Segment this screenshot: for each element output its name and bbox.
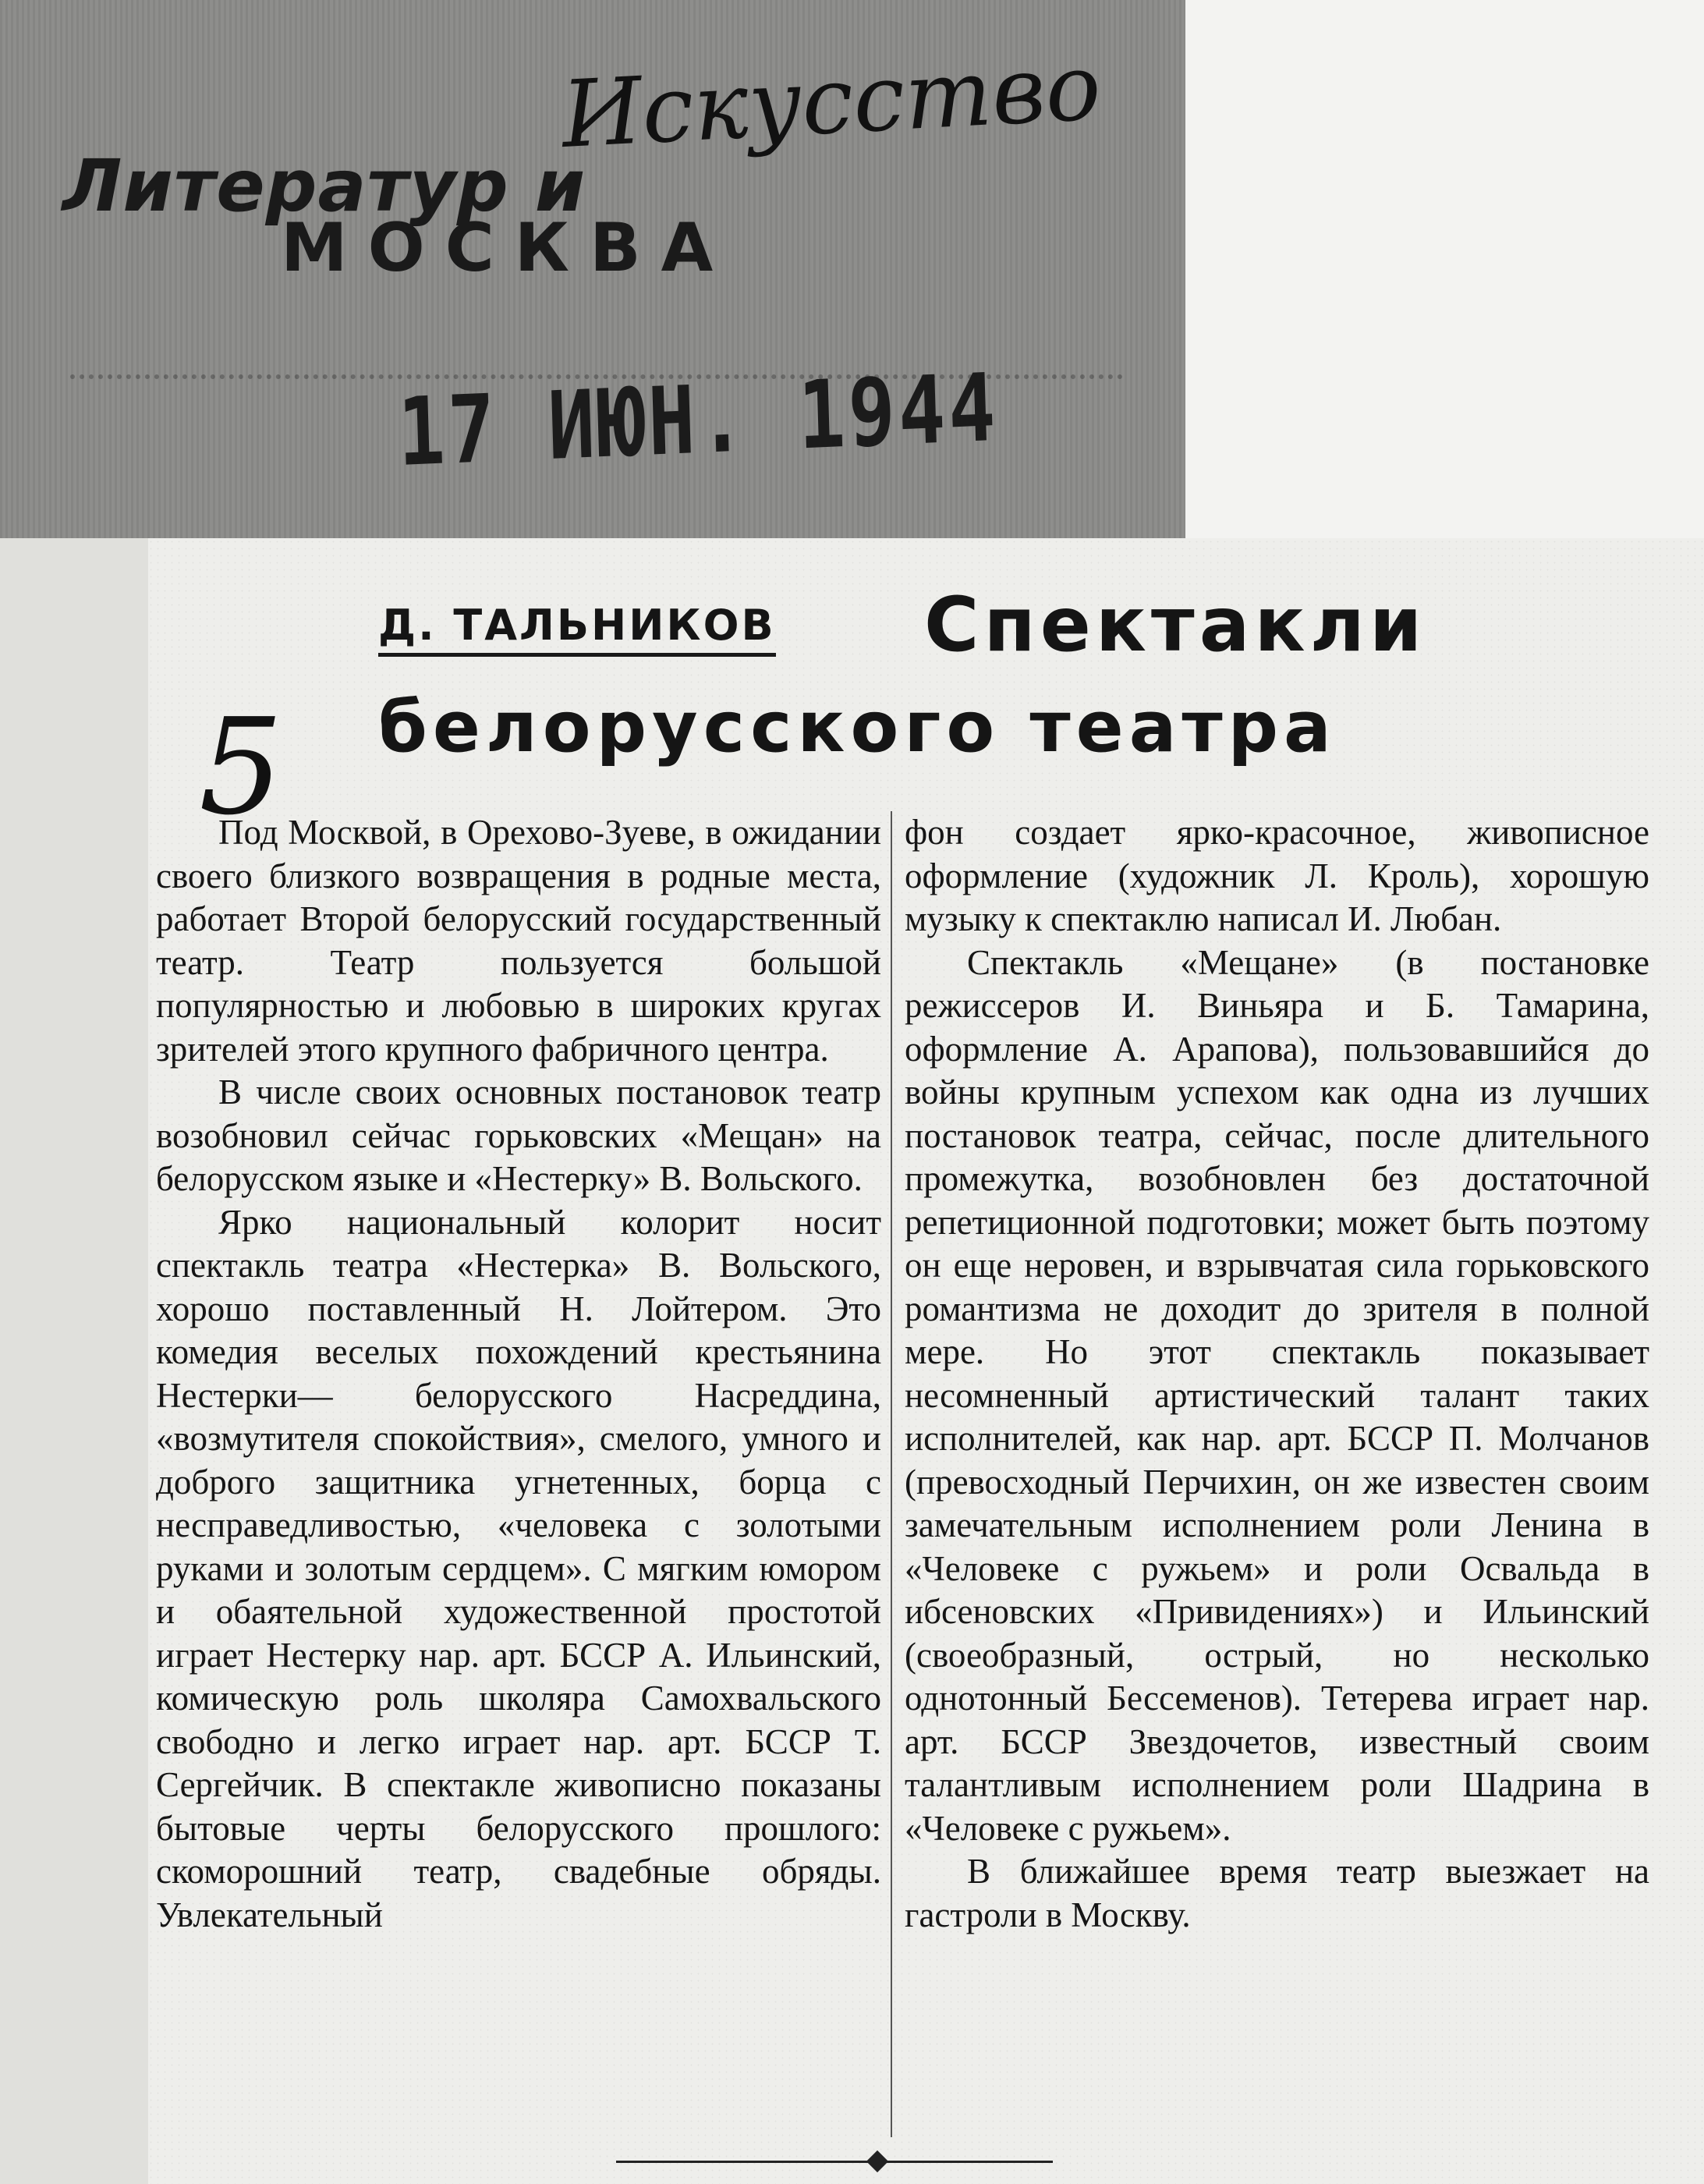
handwritten-page-number: 5 bbox=[199, 690, 284, 845]
article-right-column bbox=[905, 811, 1649, 1937]
handwritten-publication-note: Искусство bbox=[558, 32, 1104, 169]
column-divider bbox=[891, 811, 892, 2137]
clipping-left-edge bbox=[0, 538, 148, 2184]
paragraph: Ярко национальный колорит носит спектакль театра «Нестерка» В. Вольского, хорошо поставленный Н. Лойтером. Это комедия веселых похождений крестьянина Нестерки— белорусского Насреддина, «возмутителя спокойствия», смелого, умного и доброго защитника угнетенных, борца с несправедливостью, «человека с золотыми руками и золотым сердцем». С мягким юмором и обаятельной художественной простотой играет Нестерку нар. арт. БССР А. Ильинский, комическую роль школяра Самохвальского свободно и легко играет нар. арт. БССР Т. Сергейчик. В спектакле живописно показаны бытовые черты белорусского прошлого: скоморошний театр, свадебные обряды. Увлекательный bbox=[156, 1202, 881, 1934]
stamp-date: 17 ИЮН. 1944 bbox=[396, 353, 1001, 488]
paper-margin bbox=[1185, 0, 1704, 538]
stamp-city: МОСКВА bbox=[281, 209, 734, 287]
bottom-rule bbox=[616, 2161, 1053, 2163]
paragraph: Под Москвой, в Орехово-Зуеве, в ожидании своего близкого возвращения в родные места, работает Второй белорусский государственный театр. Театр пользуется большой популярностью и любовью в широких кругах зрителей этого крупного фабричного центра. bbox=[156, 813, 881, 1069]
paragraph: фон создает ярко-красочное, живописное оформление (художник Л. Кроль), хорошую музыку к спектаклю написал И. Любан. bbox=[905, 813, 1649, 938]
article-author: Д. ТАЛЬНИКОВ bbox=[378, 601, 776, 657]
paragraph: В числе своих основных постановок театр возобновил сейчас горьковских «Мещан» на белорусском языке и «Нестерку» В. Вольского. bbox=[156, 1072, 881, 1198]
paragraph: Спектакль «Мещане» (в постановке режиссеров И. Виньяра и Б. Тамарина, оформление А. Арапова), пользовавшийся до войны крупным успехом как одна из лучших постановок театра, сейчас, после длительного промежутка, возобновлен без достаточной репетиционной подготовки; может быть поэтому он еще неровен, и взрывчатая сила горьковского романтизма не доходит до зрителя в полной мере. Но этот спектакль показывает несомненный артистический талант таких исполнителей, как нар. арт. БССР П. Молчанов (превосходный Перчихин, он же известен своим замечательным исполнением роли Ленина в «Человеке с ружьем» и роли Освальда в ибсеновских «Привидениях») и Ильинский (своеобразный, острый, но несколько однотонный Бессеменов). Тетерева играет нар. арт. БССР Звездочетов, известный своим талантливым исполнением роли Шадрина в «Человеке с ружьем». bbox=[905, 942, 1649, 1848]
article-left-column bbox=[156, 811, 881, 1937]
stamp-publication-name: Литератур и bbox=[62, 144, 586, 228]
paragraph: В ближайшее время театр выезжает на гастроли в Москву. bbox=[905, 1852, 1649, 1934]
article-headline-line2: белорусского театра bbox=[378, 686, 1337, 768]
article-headline-line1: Спектакли bbox=[924, 581, 1427, 668]
